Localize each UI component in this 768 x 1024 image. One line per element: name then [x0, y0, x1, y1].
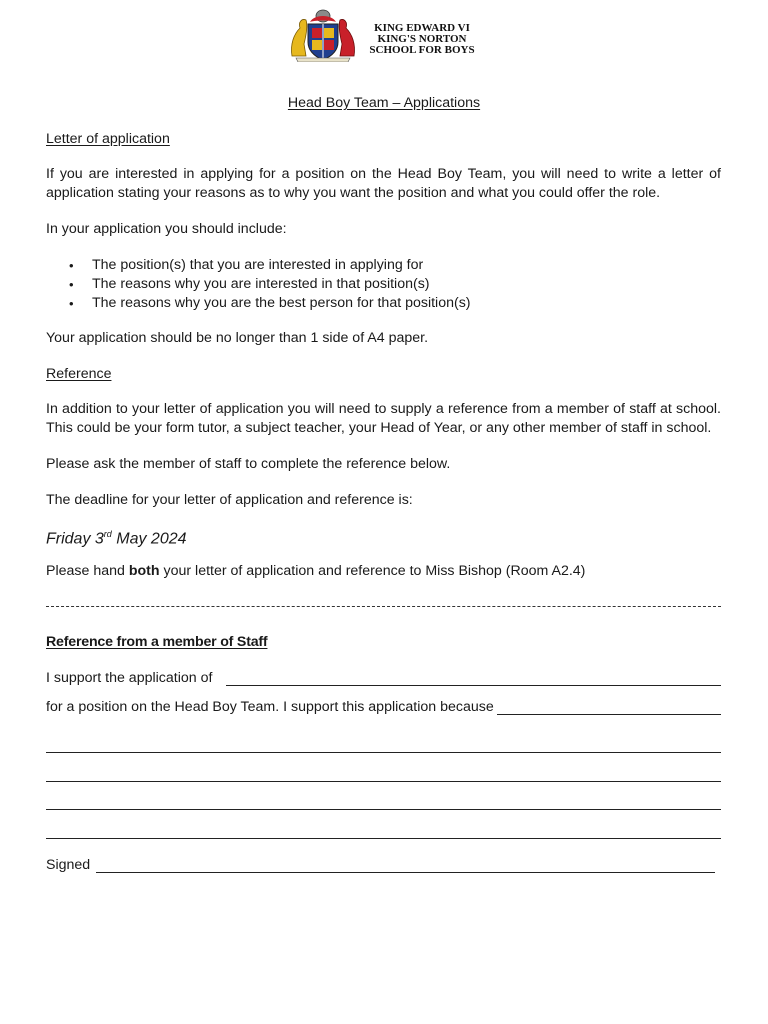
reference-para2: Please ask the member of staff to complete the reference below. — [46, 456, 451, 472]
list-item: • The position(s) that you are interested in applying for — [46, 256, 721, 275]
letter-heading: Letter of application — [46, 131, 170, 147]
signature-field[interactable] — [96, 872, 715, 873]
cut-line-divider — [46, 606, 721, 607]
school-name — [362, 23, 482, 56]
reason-field-inline[interactable] — [497, 714, 721, 715]
reason-line-3[interactable] — [46, 809, 721, 810]
reason-line-1[interactable] — [46, 752, 721, 753]
school-crest-icon — [288, 6, 358, 62]
deadline-label: The deadline for your letter of application and reference is: — [46, 492, 413, 508]
length-note: Your application should be no longer than 1 side of A4 paper. — [46, 330, 429, 346]
applicant-name-field[interactable] — [226, 685, 721, 686]
include-label: In your application you should include: — [46, 221, 287, 237]
staff-reference-heading: Reference from a member of Staff — [46, 634, 268, 650]
list-item: • The reasons why you are the best person for that position(s) — [46, 294, 721, 313]
hand-in-instructions — [46, 562, 721, 581]
deadline-month-year: May 2024 — [111, 530, 187, 548]
reference-para1: In addition to your letter of application you will need to supply a reference from a member of staff at school. This could be your form tutor, a subject teacher, your Head of Year, or any other member of staff in school. — [46, 401, 721, 436]
reason-line-4[interactable] — [46, 838, 721, 839]
letter-intro: If you are interested in applying for a position on the Head Boy Team, you will need to write a letter of application stating your reasons as to why you want the position and what you could offer the role. — [46, 166, 721, 201]
hand-in-emphasis: both — [128, 563, 160, 579]
school-name-line2: KING'S NORTON — [377, 33, 467, 45]
reference-heading: Reference — [46, 366, 112, 382]
school-name-line3: SCHOOL FOR BOYS — [369, 44, 475, 56]
school-header — [288, 6, 488, 62]
include-list — [46, 256, 721, 313]
list-item: • The reasons why you are interested in that position(s) — [46, 275, 721, 294]
deadline-date — [46, 525, 721, 548]
hand-in-post: your letter of application and reference to Miss Bishop (Room A2.4) — [159, 563, 586, 579]
support-label: I support the application of — [46, 670, 213, 686]
reason-line-2[interactable] — [46, 781, 721, 782]
page-title: Head Boy Team – Applications — [287, 95, 481, 111]
position-label: for a position on the Head Boy Team. I support this application because — [46, 699, 494, 715]
deadline-day: Friday 3 — [46, 530, 104, 548]
school-name-line1: KING EDWARD VI — [374, 22, 470, 34]
signed-label: Signed — [46, 857, 91, 873]
hand-in-pre: Please hand — [46, 563, 129, 579]
deadline-ordinal: rd — [103, 529, 112, 539]
